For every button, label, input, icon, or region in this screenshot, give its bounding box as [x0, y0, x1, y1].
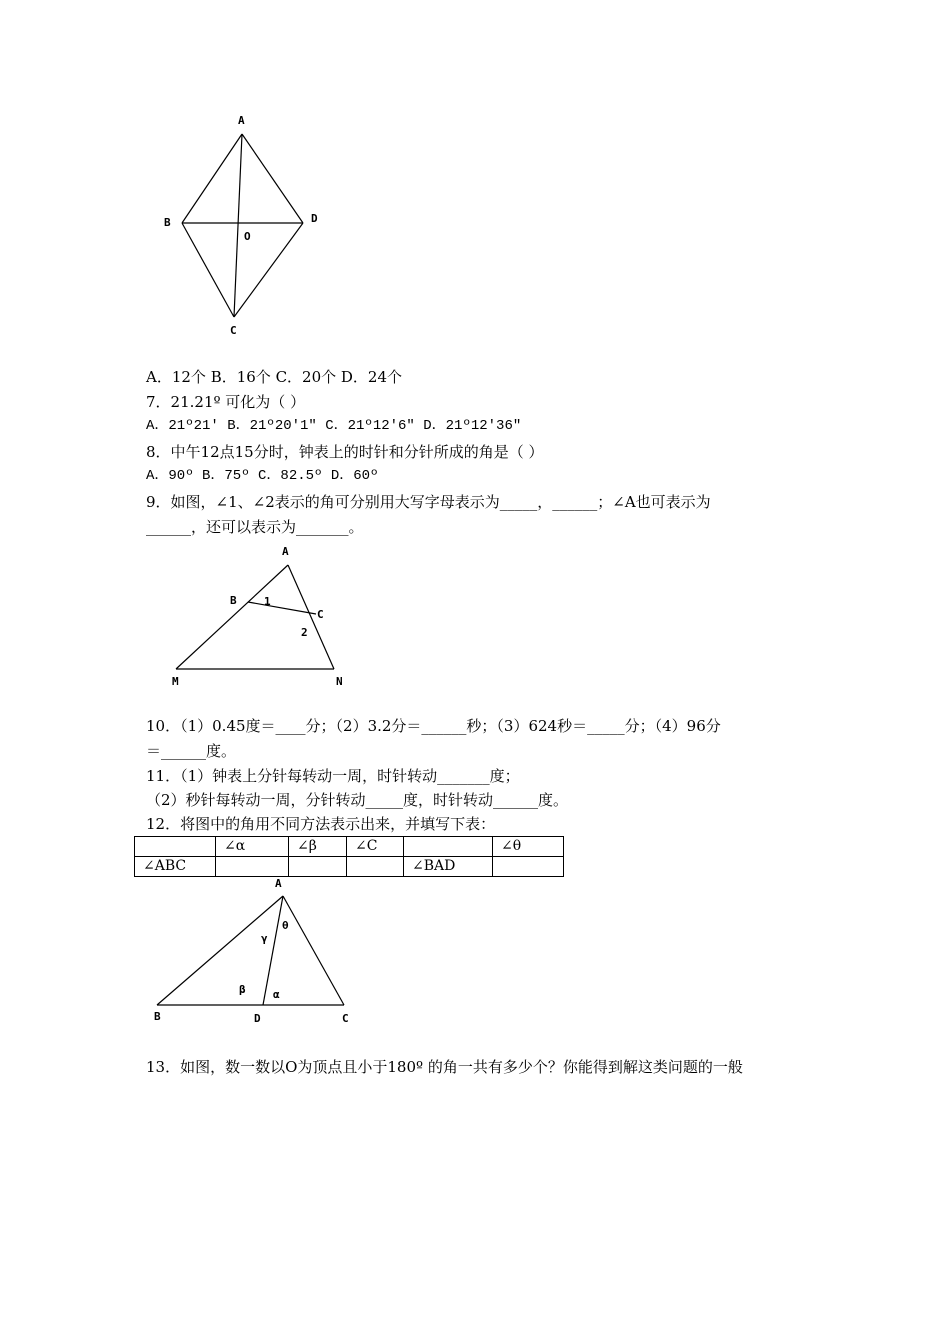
- label-D: D: [311, 212, 318, 225]
- q11-line1: 11．（1）钟表上分针每转动一周，时针转动_______度；: [146, 767, 520, 785]
- table-cell: ∠β: [289, 837, 347, 857]
- table-cell: [135, 837, 216, 857]
- table-cell: ∠BAD: [404, 857, 493, 877]
- angle-alpha-label: α: [273, 988, 280, 1001]
- table-cell: [404, 837, 493, 857]
- label-B: B: [154, 1010, 161, 1023]
- q8-options: A．90º B．75º C．82.5º D．60º: [146, 468, 379, 484]
- table-cell: ∠α: [216, 837, 289, 857]
- label-C: C: [317, 608, 324, 621]
- segment-BC: [182, 223, 234, 317]
- figure-triangle-amn: [160, 540, 360, 694]
- q7-stem: 7．21.21º 可化为（ ）: [146, 393, 306, 411]
- label-C: C: [230, 324, 237, 337]
- label-M: M: [172, 675, 179, 688]
- segment-AM: [176, 565, 288, 669]
- label-A: A: [282, 545, 289, 558]
- label-B: B: [164, 216, 171, 229]
- table-cell: [493, 857, 564, 877]
- figure-rhombus: [150, 110, 340, 349]
- segment-AC: [283, 896, 344, 1005]
- segment-AB: [182, 134, 242, 223]
- angle-gamma-label: γ: [261, 932, 268, 945]
- q12-table: [134, 836, 564, 877]
- q9-line1: 9．如图，∠1、∠2表示的角可分别用大写字母表示为_____，______；∠A也可表示为: [146, 493, 711, 511]
- q11-line2: （2）秒针每转动一周，分针转动_____度，时针转动______度。: [146, 791, 569, 809]
- label-C: C: [342, 1012, 349, 1025]
- table-cell: ∠C: [347, 837, 404, 857]
- q10-line2: ＝______度。: [146, 742, 237, 760]
- label-N: N: [336, 675, 343, 688]
- label-A: A: [275, 877, 282, 890]
- label-O: O: [244, 230, 251, 243]
- segment-AB: [157, 896, 283, 1005]
- q7-options: A．21º21′ B．21º20′1″ C．21º12′6″ D．21º12′36″: [146, 418, 522, 434]
- q9-line2: ______，还可以表示为_______。: [146, 518, 364, 536]
- q10-line1: 10．（1）0.45度＝____分；（2）3.2分＝______秒；（3）624秒＝_____分；（4）96分: [146, 717, 721, 735]
- table-cell: ∠θ: [493, 837, 564, 857]
- segment-AN: [288, 565, 334, 669]
- figure-triangle-abc: [145, 872, 365, 1036]
- table-cell: ∠ABC: [135, 857, 216, 877]
- q12-stem: 12．将图中的角用不同方法表示出来，并填写下表：: [146, 815, 496, 833]
- segment-AD: [242, 134, 303, 223]
- angle-1-label: 1: [264, 595, 271, 608]
- label-D: D: [254, 1012, 261, 1025]
- angle-theta-label: θ: [282, 919, 289, 932]
- q8-stem: 8．中午12点15分时，钟表上的时针和分针所成的角是（ ）: [146, 443, 544, 461]
- angle-2-label: 2: [301, 626, 308, 639]
- angle-beta-label: β: [239, 983, 246, 996]
- table-row: [135, 837, 564, 857]
- segment-AC: [234, 134, 242, 317]
- q6-options: A．12个 B．16个 C．20个 D．24个: [146, 368, 403, 386]
- label-A: A: [238, 114, 245, 127]
- label-B: B: [230, 594, 237, 607]
- q13-line1: 13．如图，数一数以O为顶点且小于180º 的角一共有多少个？你能得到解这类问题的一般: [146, 1058, 743, 1076]
